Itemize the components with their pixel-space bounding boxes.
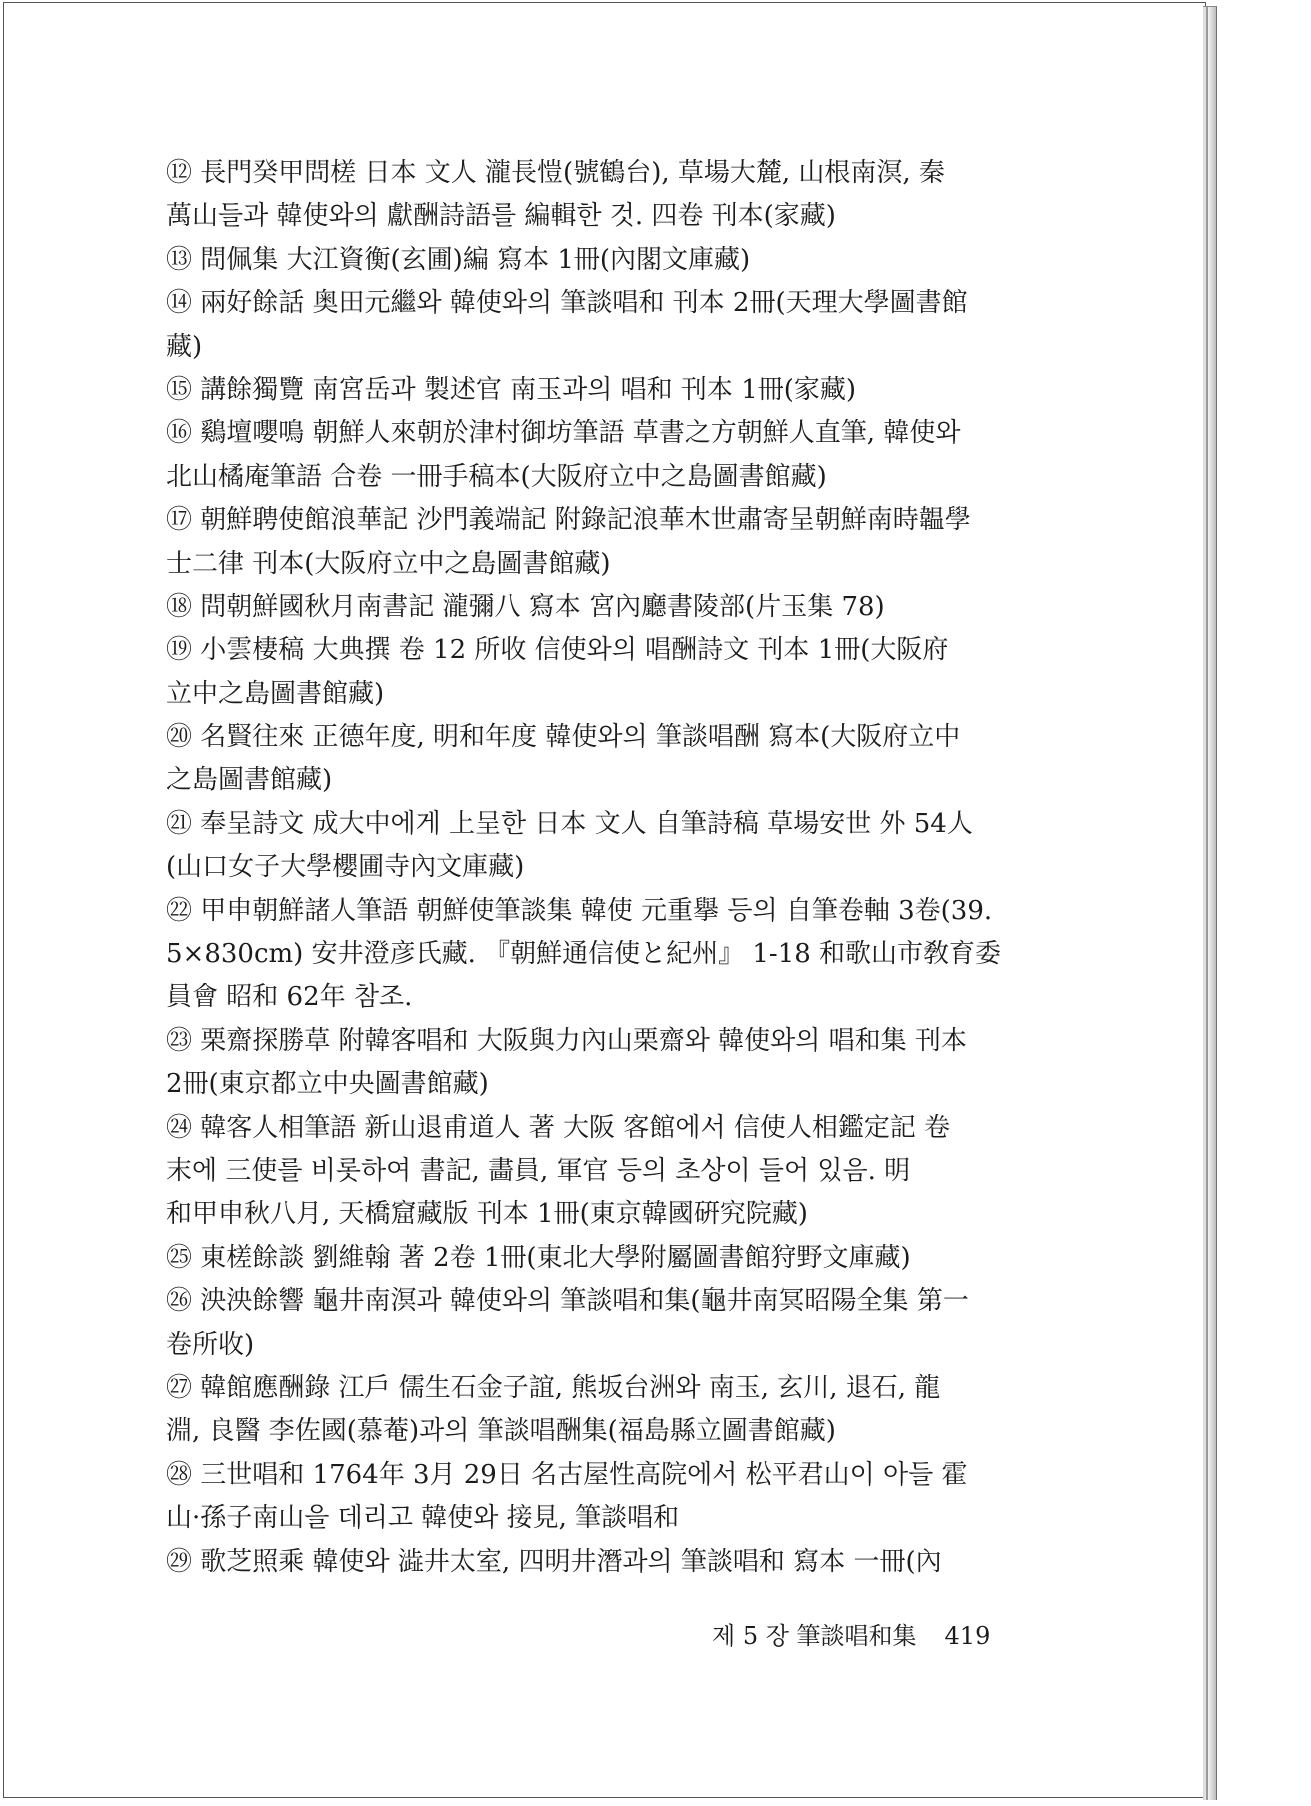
text-line: ⑳ 名賢往來 正德年度, 明和年度 韓使와의 筆談唱酬 寫本(大阪府立中: [166, 722, 961, 753]
text-line: ⑱ 問朝鮮國秋月南書記 瀧彌八 寫本 宮內廳書陵部(片玉集 78): [166, 591, 885, 622]
text-line: ㉒ 甲申朝鮮諸人筆語 朝鮮使筆談集 韓使 元重擧 등의 自筆卷軸 3卷(39.: [166, 895, 993, 926]
text-line: ⑬ 問佩集 大江資衡(玄圃)編 寫本 1冊(內閣文庫藏): [166, 244, 751, 275]
text-line: (山口女子大學櫻圃寺內文庫藏): [166, 852, 525, 883]
text-line: 淵, 良醫 李佐國(慕菴)과의 筆談唱酬集(福島縣立圖書館藏): [166, 1416, 836, 1447]
text-line: ⑭ 兩好餘話 奥田元繼와 韓使와의 筆談唱和 刊本 2冊(天理大學圖書館: [166, 288, 968, 319]
text-line: ㉑ 奉呈詩文 成大中에게 上呈한 日本 文人 自筆詩稿 草場安世 外 54人: [166, 808, 973, 839]
text-line: ㉖ 泱泱餘響 龜井南溟과 韓使와의 筆談唱和集(龜井南冥昭陽全集 第一: [166, 1286, 969, 1317]
text-line: ㉔ 韓客人相筆語 新山退甫道人 著 大阪 客館에서 信使人相鑑定記 卷: [166, 1112, 951, 1143]
page-number: 419: [944, 1622, 991, 1650]
text-line: ⑰ 朝鮮聘使館浪華記 沙門義端記 附錄記浪華木世肅寄呈朝鮮南時韞學: [166, 505, 971, 536]
text-line: ⑯ 鷄壇嚶鳴 朝鮮人來朝於津村御坊筆語 草書之方朝鮮人直筆, 韓使와: [166, 418, 961, 449]
text-line: 山·孫子南山을 데리고 韓使와 接見, 筆談唱和: [166, 1503, 680, 1534]
text-line: ⑮ 講餘獨覽 南宮岳과 製述官 南玉과의 唱和 刊本 1冊(家藏): [166, 374, 857, 405]
page-body: [166, 152, 1038, 1584]
text-line: 立中之島圖書館藏): [166, 678, 385, 709]
text-line: 和甲申秋八月, 天橋窟藏版 刊本 1冊(東京韓國硏究院藏): [166, 1199, 808, 1230]
page-footer: [712, 1616, 990, 1651]
text-line: 士二律 刊本(大阪府立中之島圖書館藏): [166, 548, 611, 579]
text-line: ㉓ 栗齋探勝草 附韓客唱和 大阪與力內山栗齋와 韓使와의 唱和集 刊本: [166, 1025, 967, 1056]
text-line: 之島圖書館藏): [166, 765, 333, 796]
text-line: ㉘ 三世唱和 1764年 3月 29日 名古屋性高院에서 松平君山이 아들 霍: [166, 1459, 968, 1490]
page-stack-edge: [1203, 6, 1217, 1800]
running-chapter-title: 제 5 장 筆談唱和集: [712, 1622, 917, 1650]
text-line: 藏): [166, 331, 203, 362]
text-line: 末에 三使를 비롯하여 書記, 畵員, 軍官 등의 초상이 들어 있음. 明: [166, 1155, 911, 1186]
text-line: 2冊(東京都立中央圖書館藏): [166, 1069, 489, 1100]
text-line: ⑲ 小雲棲稿 大典撰 卷 12 所收 信使와의 唱酬詩文 刊本 1冊(大阪府: [166, 635, 949, 666]
text-line: 5×830cm) 安井澄彦氏藏. 『朝鮮通信使と紀州』 1-18 和歌山市敎育委: [166, 939, 1002, 970]
text-line: ㉗ 韓館應酬錄 江戶 儒生石金子誼, 熊坂台洲와 南玉, 玄川, 退石, 龍: [166, 1372, 941, 1403]
text-line: ㉙ 歌芝照乘 韓使와 澁井太室, 四明井潛과의 筆談唱和 寫本 一冊(內: [166, 1546, 942, 1577]
text-line: 員會 昭和 62年 참조.: [166, 982, 413, 1013]
text-line: 卷所收): [166, 1329, 255, 1360]
text-line: 萬山들과 韓使와의 獻酬詩語를 編輯한 것. 四卷 刊本(家藏): [166, 201, 836, 232]
text-line: ⑫ 長門癸甲問槎 日本 文人 瀧長愷(號鶴台), 草場大麓, 山根南溟, 秦: [166, 158, 945, 188]
text-line: ㉕ 東槎餘談 劉維翰 著 2卷 1冊(東北大學附屬圖書館狩野文庫藏): [166, 1242, 911, 1273]
text-line: 北山橘庵筆語 合卷 一冊手稿本(大阪府立中之島圖書館藏): [166, 461, 827, 492]
